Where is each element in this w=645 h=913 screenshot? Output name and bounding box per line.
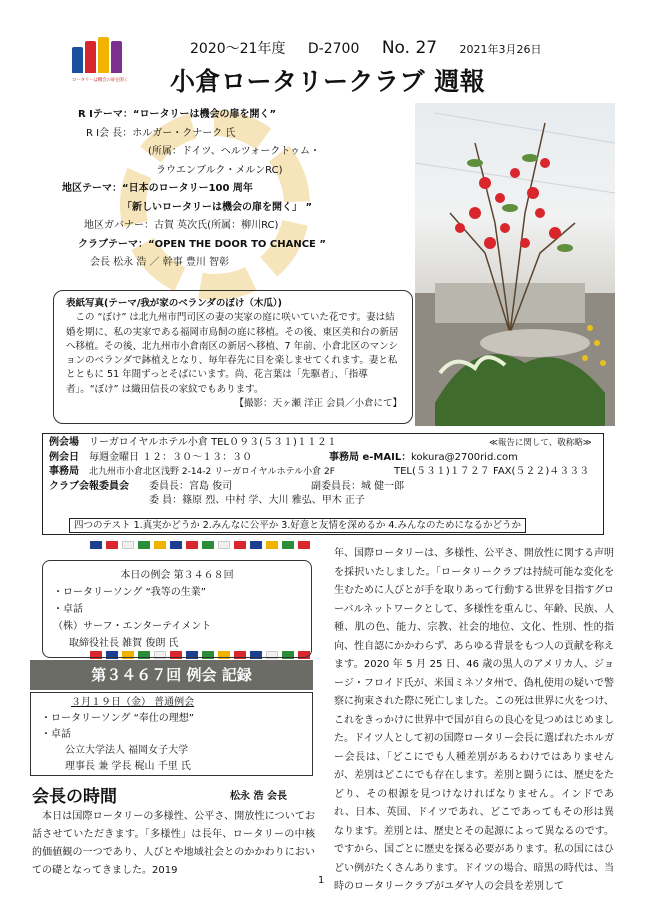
photo-credit: 【撮影：天ヶ瀬 洋正 会員／小倉にて】	[234, 398, 402, 410]
club-officers: 会長 松永 浩 ／ 幹事 豊川 智彰	[90, 257, 230, 268]
venue: リーガロイヤルホテル小倉 TEL０９３(５３１)１１２１	[89, 437, 337, 448]
issue-line	[190, 38, 560, 58]
logo-tagline: ロータリーは機会の扉を開く	[72, 78, 128, 83]
committee-label: クラブ会報委員会	[49, 480, 129, 492]
page-title: 小倉ロータリークラブ 週報	[170, 67, 486, 96]
issue-date: 2021年3月26日	[459, 43, 542, 56]
president-byline: 松永 浩 会長	[230, 791, 287, 802]
office-label: 事務局	[49, 466, 79, 477]
record-speaker-org: 公立大学法人 福岡女子大学	[65, 745, 189, 756]
president-section-title: 会長の時間	[32, 787, 117, 807]
page-number: 1	[318, 875, 325, 886]
fiscal-year: 2020～21年度	[190, 41, 286, 57]
ri-affiliation: ラウエンブルク・メルンRC)	[156, 164, 283, 176]
district-number: D-2700	[307, 41, 360, 57]
district-governor: 地区ガバナー：古賀 英次氏(所属：柳川RC)	[84, 220, 279, 231]
ri-theme: R Iテーマ：“ロータリーは機会の扉を開く”	[78, 109, 277, 120]
email-label: 事務局 e-MAIL：	[329, 451, 412, 463]
ri-theme-block	[62, 106, 408, 273]
flag-strip	[90, 541, 310, 549]
committee-vice-chair: 副委員長：城 健一郎	[311, 480, 405, 492]
caption-title: 表紙写真(テーマ/我が家のベランダのぼけ（木瓜）)	[66, 298, 283, 309]
district-theme: 地区テーマ：“日本のロータリー100 周年	[62, 183, 253, 194]
ri-affiliation: (所属：ドイツ、ヘルツォークトゥム・	[148, 146, 321, 157]
ri-president: R I会 長：ホルガー・クナーク 氏	[86, 127, 236, 139]
speaker-name: 取締役社長 雑賀 俊朗 氏	[69, 638, 179, 649]
logo-bar	[111, 41, 122, 73]
meeting-info-box	[42, 433, 604, 535]
caption-body: この “ぼけ” は北九州市門司区の妻の実家の庭に咲いていた花です。妻は結婚を期に、私の実家である福岡市鳥飼の庭に移植。その後、東区美和台の新居へ移植。その後、北九州市小倉南区の新居へ移植、7 年前、小倉北区のマンションのベランダで鉢植えとなり、毎年春先に目を楽しませてくれます。妻と私とともに 51 年間ずっとそばにいます。尚、花言葉は「先駆者」、「指導者」。“ぼけ” は織田信長の家紋でもあります。	[66, 312, 399, 395]
today-program-box	[42, 560, 312, 658]
article-body: 年、国際ロータリーは、多様性、公平さ、開放性に関する声明を採択いたしました。「ロータリークラブは持続可能な変化を生むために人びとが手を取りあって行動する世界を目指すグローバルネットワークとして、多様性を重んじ、年齢、民族、人種、肌の色、能力、宗教、社会的地位、文化、性別、性的指向、性自認にかかわらず、あらゆる背景をもつ人の貢献を称えます。2020 年 5 月 25 日、46 歳の黒人のアメリカ人、ジョージ・フロイド氏が、米国ミネソタ州で、偽札使用の疑いで警察に拘束された際に死亡しました。この死は世界に火をつけ、これをきっかけに世界中で国が自らの良心を見つめはじめました。ドイツ人として初の国際ロータリー会長に選ばれたホルガー会長は、「どこにでも人種差別があるわけではありませんが、差別はどこにでも存在します。差別と闘うには、歴史をたどり、その根源を見つけなければなりません。インドであれ、日本、英国、ドイツであれ、どこであってもその形は異なります。差別とは、歴史とその起源によって異なるのです。ですから、国ごとに歴史を探る必要があります。私の国にはひどい例がたくさんあります。ドイツの場合、暗黒の時代は、当時のロータリークラブがユダヤ人の会員を差別して	[334, 548, 614, 892]
cover-photo-caption	[53, 290, 413, 424]
president-message: 本日は国際ロータリーの多様性、公平さ、開放性についてお話させていただきます。「多様性」は長年、ロータリーの中核的価値観の一つであり、人びとや地域社会とのかかわりにおいての礎となってきました。2019	[32, 811, 315, 876]
program-title: 本日の例会 第３４６８回	[120, 570, 234, 581]
record-speaker: 理事長 兼 学長 梶山 千里 氏	[65, 761, 191, 772]
speaker-organization: （株）サーフ・エンターテイメント	[53, 621, 212, 632]
logo-bar	[85, 41, 96, 73]
program-song: ・ロータリーソング “我等の生業”	[53, 587, 206, 598]
program-speech: ・卓話	[53, 604, 83, 615]
committee-members: 委 員：篠原 烈、中村 学、大川 雅弘、甲木 正子	[149, 495, 365, 506]
district-theme-sub: 「新しいロータリーは機会の扉を開く」 ”	[122, 201, 313, 213]
report-note: ≪報告に関して、敬称略≫	[489, 438, 592, 448]
meeting-record-header: 第３４６７回 例会 記録	[30, 660, 313, 690]
meeting-record-box	[30, 692, 313, 776]
record-song: ・ロータリーソング “奉仕の理想”	[41, 713, 194, 724]
meeting-day: 毎週金曜日 １２：３０～１３：３０	[89, 451, 253, 463]
record-date: ３月１９日（金） 普通例会	[71, 697, 195, 708]
logo-bar	[72, 47, 83, 73]
cover-photo	[415, 103, 615, 426]
flowering-quince-image	[415, 103, 615, 426]
record-speech: ・卓話	[41, 729, 71, 740]
office-email: kokura@2700rid.com	[411, 451, 518, 463]
four-way-test: 四つのテスト 1.真実かどうか 2.みんなに公平か 3.好意と友情を深めるか 4.みんなのためになるかどうか	[69, 518, 526, 533]
office-phone: TEL(５３１)１７２７ FAX(５２２)４３３３	[394, 466, 590, 477]
issue-number: No. 27	[381, 38, 438, 58]
logo-bar	[98, 37, 109, 73]
meeting-day-label: 例会日	[49, 451, 79, 463]
venue-label: 例会場	[49, 437, 79, 448]
office-address: 北九州市小倉北区浅野 2-14-2 リーガロイヤルホテル小倉 2F	[89, 467, 335, 477]
club-theme: クラブテーマ：“OPEN THE DOOR TO CHANCE ”	[78, 238, 326, 250]
committee-chair: 委員長：宮島 俊司	[149, 480, 233, 492]
club-logo	[72, 37, 132, 83]
